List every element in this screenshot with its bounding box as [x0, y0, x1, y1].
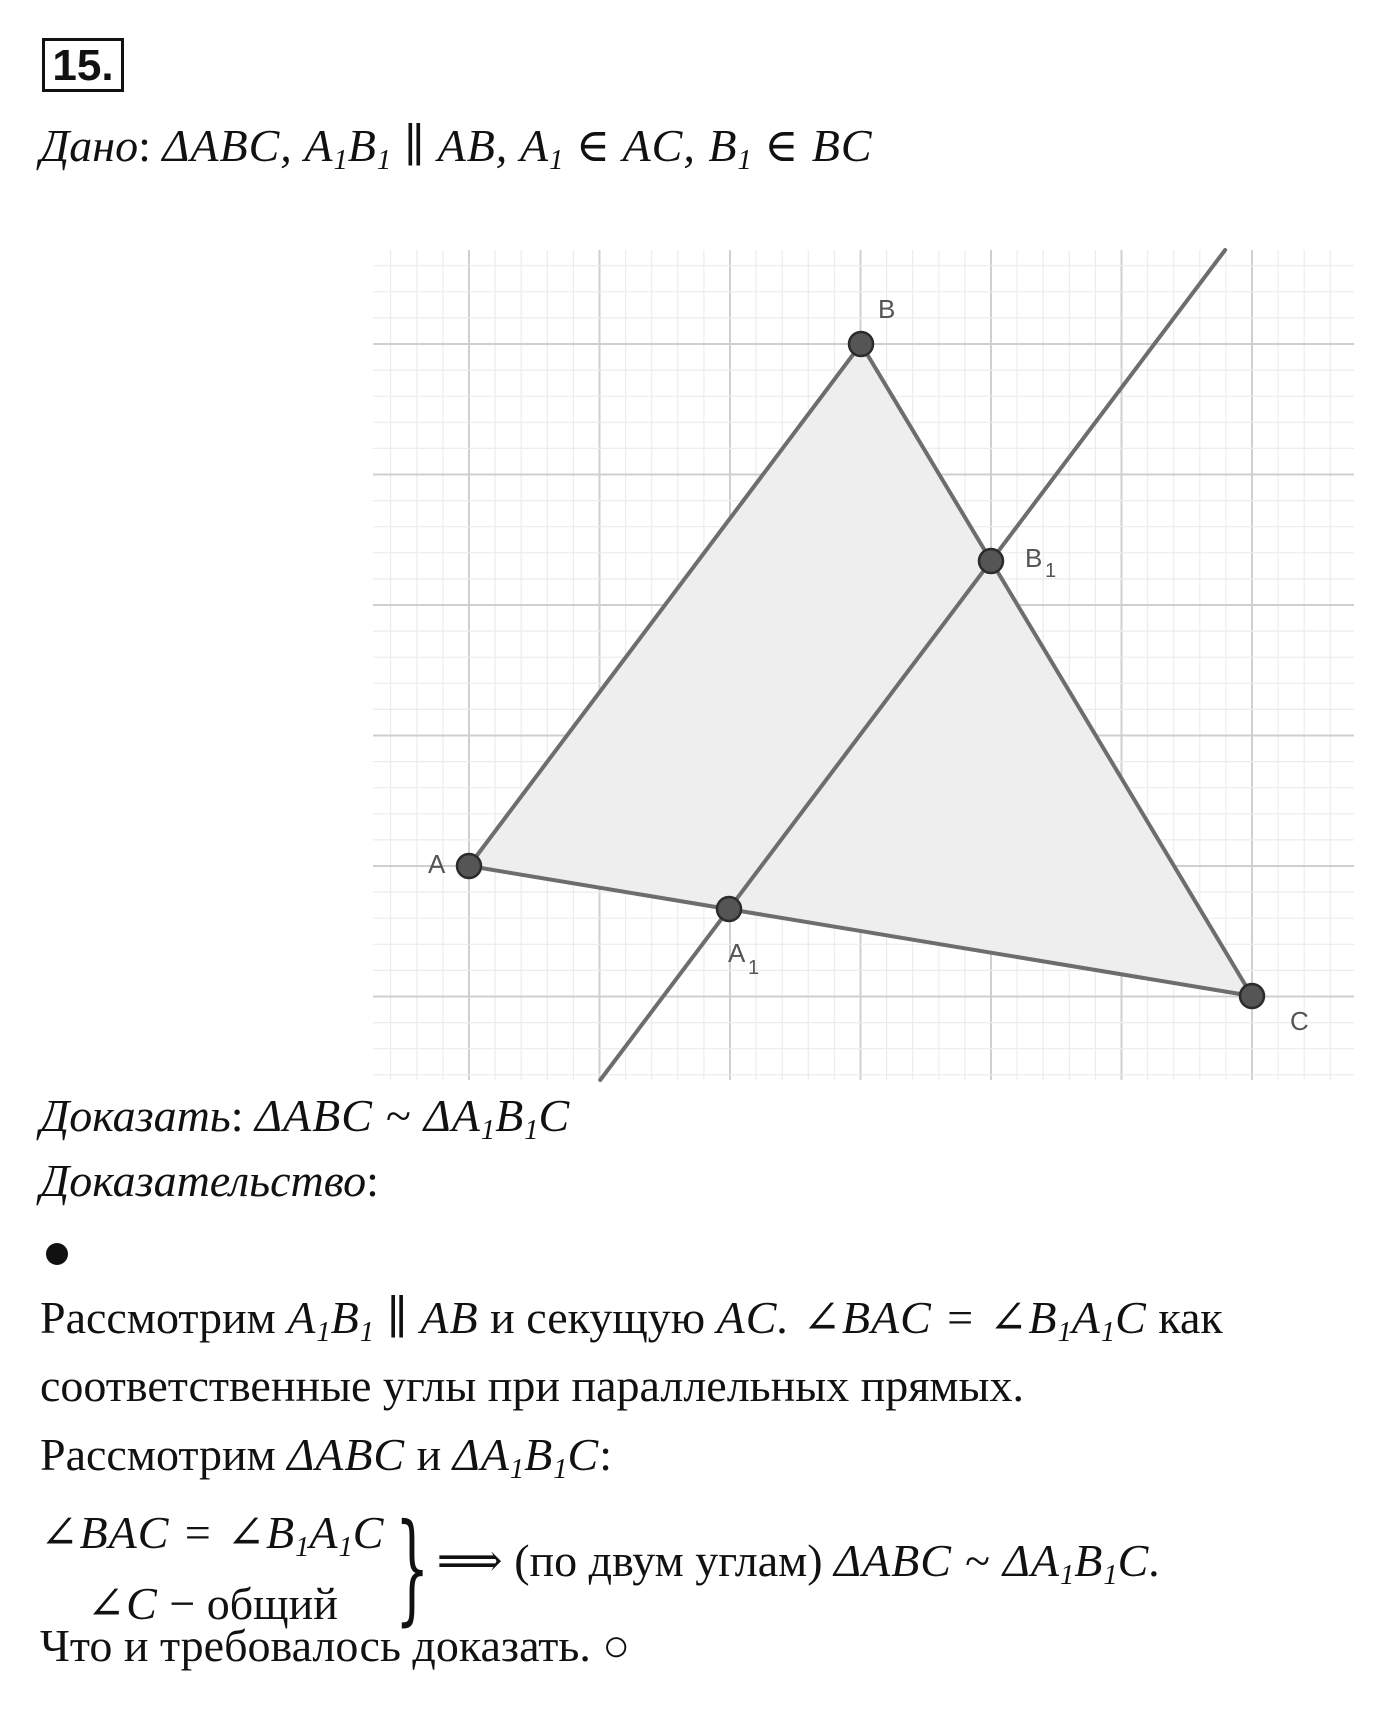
- given-t2: B: [347, 120, 377, 171]
- triangle-abc-fill: [469, 344, 1252, 996]
- given-colon: :: [138, 120, 163, 171]
- label-b1-sub: 1: [1045, 560, 1057, 582]
- p1-t3: как: [1146, 1292, 1223, 1343]
- prove-c: C: [538, 1090, 571, 1141]
- proof-heading: [40, 1153, 379, 1209]
- sys-r1c: C: [352, 1507, 385, 1558]
- label-a: A: [428, 849, 446, 879]
- sys-r2b: − общий: [157, 1577, 338, 1629]
- proof-line-3: [40, 1427, 612, 1498]
- given-t3: ∥ AB,: [391, 120, 520, 171]
- sys-res-s1: 1: [1059, 1559, 1075, 1591]
- given-t1: A: [304, 120, 334, 171]
- sys-r2a: ∠C: [86, 1577, 158, 1629]
- proof-label: Доказательство: [40, 1155, 367, 1206]
- proof-line-2: соответственные углы при параллельных прямых.: [40, 1360, 1024, 1411]
- problem-number: 15.: [42, 38, 124, 92]
- p1-s2: 1: [359, 1316, 374, 1348]
- sys-res-s2: 1: [1103, 1559, 1118, 1591]
- p3-m4: C: [567, 1429, 600, 1480]
- given-t6: B: [708, 120, 738, 171]
- angle-system: [40, 1498, 1162, 1638]
- sys-res-c: C.: [1117, 1535, 1162, 1586]
- sys-res-b: B: [1074, 1535, 1104, 1586]
- sys-r1s2: 1: [338, 1531, 353, 1563]
- p1-t1: Рассмотрим: [40, 1292, 288, 1343]
- p1-m4: AC. ∠BAC = ∠B: [716, 1292, 1058, 1343]
- label-a1-sub: 1: [748, 957, 760, 979]
- proof-line-1: [40, 1290, 1223, 1361]
- p1-t2: и секущую: [478, 1292, 717, 1343]
- point-a1: [717, 897, 741, 921]
- sys-r1a: ∠BAC = ∠B: [40, 1507, 296, 1558]
- label-b: B: [878, 294, 896, 324]
- p3-t2: и: [405, 1429, 453, 1480]
- point-a: [457, 854, 481, 878]
- p3-t1: Рассмотрим: [40, 1429, 288, 1480]
- given-label: Дано: [40, 120, 139, 171]
- p3-m1: ΔABC: [287, 1429, 406, 1480]
- given-s3: 1: [549, 144, 564, 176]
- system-row-1: [40, 1505, 384, 1576]
- given-s2: 1: [376, 144, 392, 176]
- given-t5: ∈ AC,: [563, 120, 709, 171]
- sys-r1s1: 1: [295, 1531, 310, 1563]
- p1-s1: 1: [316, 1316, 331, 1348]
- point-b: [849, 332, 873, 356]
- system-conditions: [40, 1505, 384, 1632]
- p3-s1: 1: [509, 1453, 525, 1485]
- prove-b: B: [495, 1090, 525, 1141]
- p3-m3: B: [524, 1429, 554, 1480]
- p1-s3: 1: [1057, 1316, 1072, 1348]
- prove-label: Доказать: [40, 1090, 231, 1141]
- p3-t3: :: [599, 1429, 612, 1480]
- right-brace: }: [395, 1498, 430, 1638]
- label-b1: B: [1025, 543, 1043, 573]
- prove-s1: 1: [480, 1114, 496, 1146]
- sys-res-a: ΔABC ~ ΔA: [834, 1535, 1060, 1586]
- label-c: C: [1290, 1006, 1309, 1036]
- prove-colon: :: [230, 1090, 256, 1141]
- p3-s2: 1: [553, 1453, 568, 1485]
- proof-colon: :: [366, 1155, 379, 1206]
- p1-m3: ∥ AB: [373, 1292, 479, 1343]
- given-t7: ∈ BC: [751, 120, 873, 171]
- prove-a: ΔABC ~ ΔA: [255, 1090, 481, 1141]
- given-t4: A: [519, 120, 550, 171]
- given-s4: 1: [737, 144, 752, 176]
- p1-m1: A: [287, 1292, 317, 1343]
- p1-m6: C: [1115, 1292, 1147, 1343]
- prove-line: [40, 1088, 570, 1159]
- system-result: [437, 1533, 1162, 1604]
- bullet: [46, 1243, 68, 1265]
- sys-implies: ⟹ (по двум углам): [436, 1535, 835, 1586]
- p1-s4: 1: [1100, 1316, 1116, 1348]
- sys-r1b: A: [309, 1507, 339, 1558]
- prove-s2: 1: [524, 1114, 539, 1146]
- given-s1: 1: [333, 144, 348, 176]
- point-b1: [979, 549, 1003, 573]
- point-c: [1240, 984, 1264, 1008]
- p1-m2: B: [330, 1292, 360, 1343]
- label-a1: A: [728, 938, 746, 968]
- given-t0: ΔABC,: [162, 120, 305, 171]
- p1-m5: A: [1071, 1292, 1101, 1343]
- p3-m2: ΔA: [452, 1429, 510, 1480]
- conclusion: Что и требовалось доказать. ○: [40, 1620, 631, 1671]
